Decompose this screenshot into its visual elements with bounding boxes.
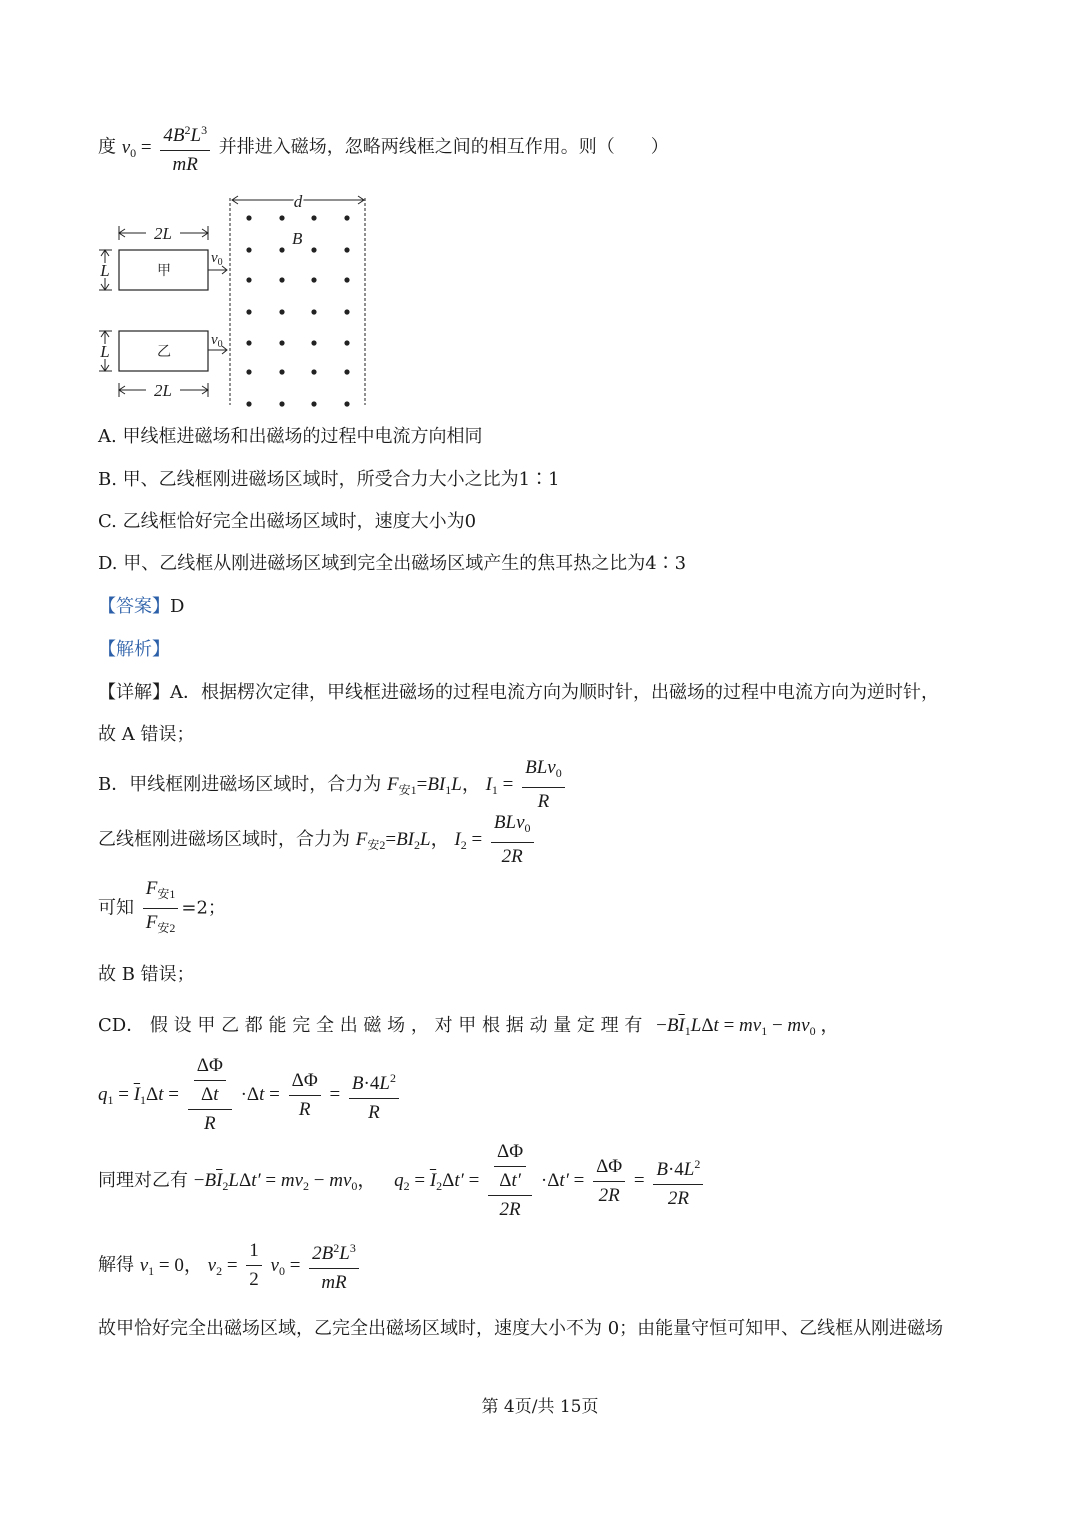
field-dot xyxy=(246,369,251,374)
option-a: A. 甲线框进磁场和出磁场的过程中电流方向相同 xyxy=(98,426,483,447)
formula-momentum-yi: $-B\overline{I}_2L\Delta t' = mv_2 - mv_0$， xyxy=(193,1170,377,1193)
formula-q2-eq: = xyxy=(633,1170,645,1191)
L-label-yi: L xyxy=(100,342,110,361)
frame-yi-label: 乙 xyxy=(157,345,171,360)
formula-q2-frac-3: $\frac{B\cdot 4L^2}{2R}$ xyxy=(653,1152,703,1211)
length-2L-top: 2L xyxy=(154,224,172,243)
intro-formula-fraction: $\frac{4B^2L^3}{mR}$ xyxy=(160,118,210,177)
detail-tongli: 同理对乙有 xyxy=(98,1170,188,1191)
field-dot xyxy=(311,401,316,406)
ratio-value: =2； xyxy=(181,897,226,919)
detail-b-wrong: 故 B 错误； xyxy=(98,964,195,985)
detail-kezhi: 可知 xyxy=(98,897,134,919)
L-label-jia: L xyxy=(100,261,110,280)
field-dot xyxy=(279,215,284,220)
field-dot xyxy=(246,247,251,252)
formula-f1: $F_{安1}=BI_1L$， $I_1$ = xyxy=(386,774,514,797)
field-dot xyxy=(344,340,349,345)
formula-half: $\frac{1}{2}$ xyxy=(246,1239,262,1292)
formula-solution-line xyxy=(98,1236,362,1295)
field-dot xyxy=(246,215,251,220)
field-dot xyxy=(311,309,316,314)
detail-tag: 【详解】 xyxy=(98,682,170,703)
option-d: D. 甲、乙线框从刚进磁场区域到完全出磁场区域产生的焦耳热之比为4∶3 xyxy=(98,553,687,574)
answer-line xyxy=(98,592,184,618)
formula-q2-dt: ·Δt′ = xyxy=(540,1170,585,1191)
field-dot xyxy=(279,340,284,345)
formula-i2-fraction: $\frac{BLv_0}{2R}$ xyxy=(491,811,534,869)
page-footer: 第 4页/共 15页 xyxy=(481,1397,599,1417)
formula-q1-frac-3: $\frac{B\cdot 4L^2}{R}$ xyxy=(349,1066,399,1125)
intro-line xyxy=(98,118,669,177)
formula-q1-eq: = xyxy=(329,1084,341,1105)
field-dot xyxy=(246,309,251,314)
detail-last-line: 故甲恰好完全出磁场区域，乙完全出磁场区域时，速度大小不为 0；由能量守恒可知甲、乙线框从刚进磁场 xyxy=(98,1318,944,1339)
option-c: C. 乙线框恰好完全出磁场区域时，速度大小为0 xyxy=(98,511,477,532)
field-dot xyxy=(344,369,349,374)
field-dot xyxy=(279,277,284,282)
field-dot xyxy=(344,247,349,252)
formula-v2-fraction: $\frac{2B^2L^3}{mR}$ xyxy=(309,1236,359,1295)
field-dot xyxy=(311,215,316,220)
detail-jiede: 解得 xyxy=(98,1254,134,1276)
field-dot xyxy=(246,401,251,406)
formula-i1-fraction: $\frac{BLv_0}{R}$ xyxy=(522,756,565,814)
v0-label-jia: $v_0$ xyxy=(211,250,223,268)
field-dot xyxy=(311,247,316,252)
formula-q2-frac-1: $\frac{\frac{\Delta\Phi}{\Delta t'}}{2R}$ xyxy=(488,1140,532,1222)
field-dot xyxy=(344,277,349,282)
field-dot xyxy=(311,369,316,374)
detail-cd-prefix: CD． 假 设 甲 乙 都 能 完 全 出 磁 场 ， 对 甲 根 据 动 量 定 理 有 xyxy=(98,1015,643,1036)
formula-f2: $F_{安2}=BI_2L$， $I_2$ = xyxy=(355,829,483,852)
detail-a-text: A．根据楞次定律，甲线框进磁场的过程电流方向为顺时针，出磁场的过程中电流方向为逆时针， xyxy=(170,682,939,703)
detail-b-line xyxy=(98,756,568,814)
formula-q1-frac-2: $\frac{\Delta\Phi}{R}$ xyxy=(289,1069,321,1122)
field-dot xyxy=(311,340,316,345)
detail-yi-line xyxy=(98,811,537,869)
formula-q2-line xyxy=(98,1140,706,1222)
field-dot xyxy=(344,215,349,220)
detail-ratio-line xyxy=(98,877,226,940)
analysis-tag: 【解析】 xyxy=(98,639,170,660)
frame-jia-label: 甲 xyxy=(157,264,171,279)
intro-formula-v0: $v_0$ = xyxy=(121,136,152,160)
formula-q1-frac-1: $\frac{\frac{\Delta\Phi}{\Delta t}}{R}$ xyxy=(188,1054,232,1136)
formula-q1: $q_1 = \overline{I}_1\Delta t$ = xyxy=(98,1084,180,1107)
detail-yi-prefix: 乙线框刚进磁场区域时，合力为 xyxy=(98,829,350,850)
field-dot xyxy=(311,277,316,282)
formula-momentum-jia: $-B\overline{I}_1L\Delta t = mv_1 - mv_0$ ， xyxy=(656,1015,840,1038)
answer-value: D xyxy=(170,596,185,617)
field-dot xyxy=(344,309,349,314)
intro-suffix: 并排进入磁场，忽略两线框之间的相互作用。则（ ） xyxy=(218,136,669,158)
field-dot xyxy=(279,401,284,406)
formula-q2: $q_2 = \overline{I}_2\Delta t'$ = xyxy=(394,1170,480,1193)
detail-cd-line xyxy=(98,1010,982,1039)
field-dot xyxy=(344,401,349,406)
field-dot xyxy=(279,247,284,252)
B-label: B xyxy=(292,229,303,248)
field-dot xyxy=(246,277,251,282)
detail-line-1 xyxy=(98,678,939,704)
field-dot xyxy=(279,369,284,374)
formula-q2-frac-2: $\frac{\Delta\Phi}{2R}$ xyxy=(593,1155,625,1208)
formula-q1-line xyxy=(98,1054,402,1136)
intro-prefix: 度 xyxy=(98,136,116,158)
d-label: d xyxy=(293,192,303,211)
formula-v0-eq: $v_0$ = xyxy=(270,1254,301,1278)
option-b: B. 甲、乙线框刚进磁场区域时，所受合力大小之比为1∶1 xyxy=(98,469,560,490)
answer-tag: 【答案】 xyxy=(98,596,170,617)
detail-b-prefix: B．甲线框刚进磁场区域时，合力为 xyxy=(98,774,382,795)
formula-q1-dt: ·Δt = xyxy=(240,1084,280,1105)
field-dot xyxy=(246,340,251,345)
v0-label-yi: $v_0$ xyxy=(211,332,223,350)
detail-line-2: 故 A 错误； xyxy=(98,724,195,745)
formula-v1: $v_1 = 0$， $v_2$ = xyxy=(139,1254,238,1278)
field-dot xyxy=(279,309,284,314)
length-2L-bottom: 2L xyxy=(154,381,172,400)
formula-force-ratio: $\frac{F_{安1}}{F_{安2}}$ xyxy=(143,877,179,940)
magnetic-field-diagram xyxy=(96,190,386,415)
